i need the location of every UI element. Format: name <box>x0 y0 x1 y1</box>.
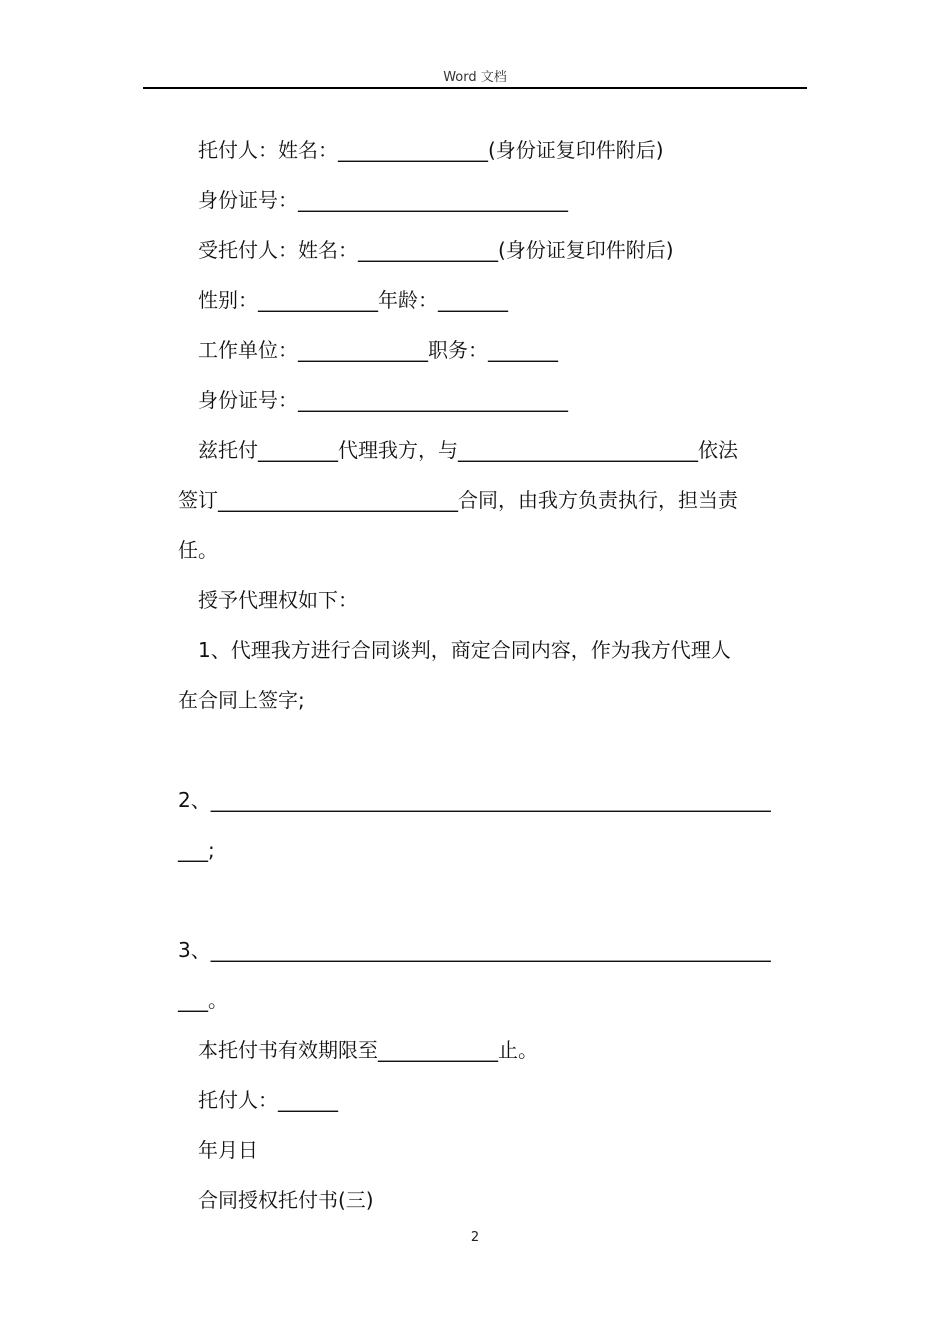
workplace-position-line: 工作单位：_____________职务：_______ <box>198 338 558 362</box>
authority-item-1-line-2: 在合同上签字; <box>178 688 305 712</box>
authority-item-3-line-1: 3、________________________________________________________ <box>178 938 771 962</box>
authority-item-2-line-2: ___; <box>178 838 215 862</box>
gender-age-line: 性别：____________年龄：_______ <box>198 288 508 312</box>
validity-period-line: 本托付书有效期限至____________止。 <box>198 1038 538 1062</box>
principal-name-line: 托付人：姓名：_______________(身份证复印件附后) <box>198 138 664 162</box>
page-number: 2 <box>470 1230 480 1245</box>
agent-id-line: 身份证号：___________________________ <box>198 388 568 412</box>
authority-heading: 授予代理权如下： <box>198 588 358 612</box>
principal-id-line: 身份证号：___________________________ <box>198 188 568 212</box>
entrust-paragraph-line-1: 兹托付________代理我方，与________________________依法 <box>198 438 738 462</box>
header-divider <box>143 87 807 89</box>
entrust-paragraph-line-3: 任。 <box>178 538 218 562</box>
authority-item-3-line-2: ___。 <box>178 988 228 1012</box>
authority-item-2-line-1: 2、________________________________________________________ <box>178 788 771 812</box>
entrust-paragraph-line-2: 签订________________________合同，由我方负责执行，担当责 <box>178 488 738 512</box>
date-line: 年月日 <box>198 1138 258 1162</box>
agent-name-line: 受托付人：姓名：______________(身份证复印件附后) <box>198 238 674 262</box>
principal-signature-line: 托付人：______ <box>198 1088 338 1112</box>
page-header-title: Word 文档 <box>443 70 507 85</box>
section-title: 合同授权托付书(三) <box>198 1188 374 1212</box>
authority-item-1-line-1: 1、代理我方进行合同谈判，商定合同内容，作为我方代理人 <box>198 638 731 662</box>
